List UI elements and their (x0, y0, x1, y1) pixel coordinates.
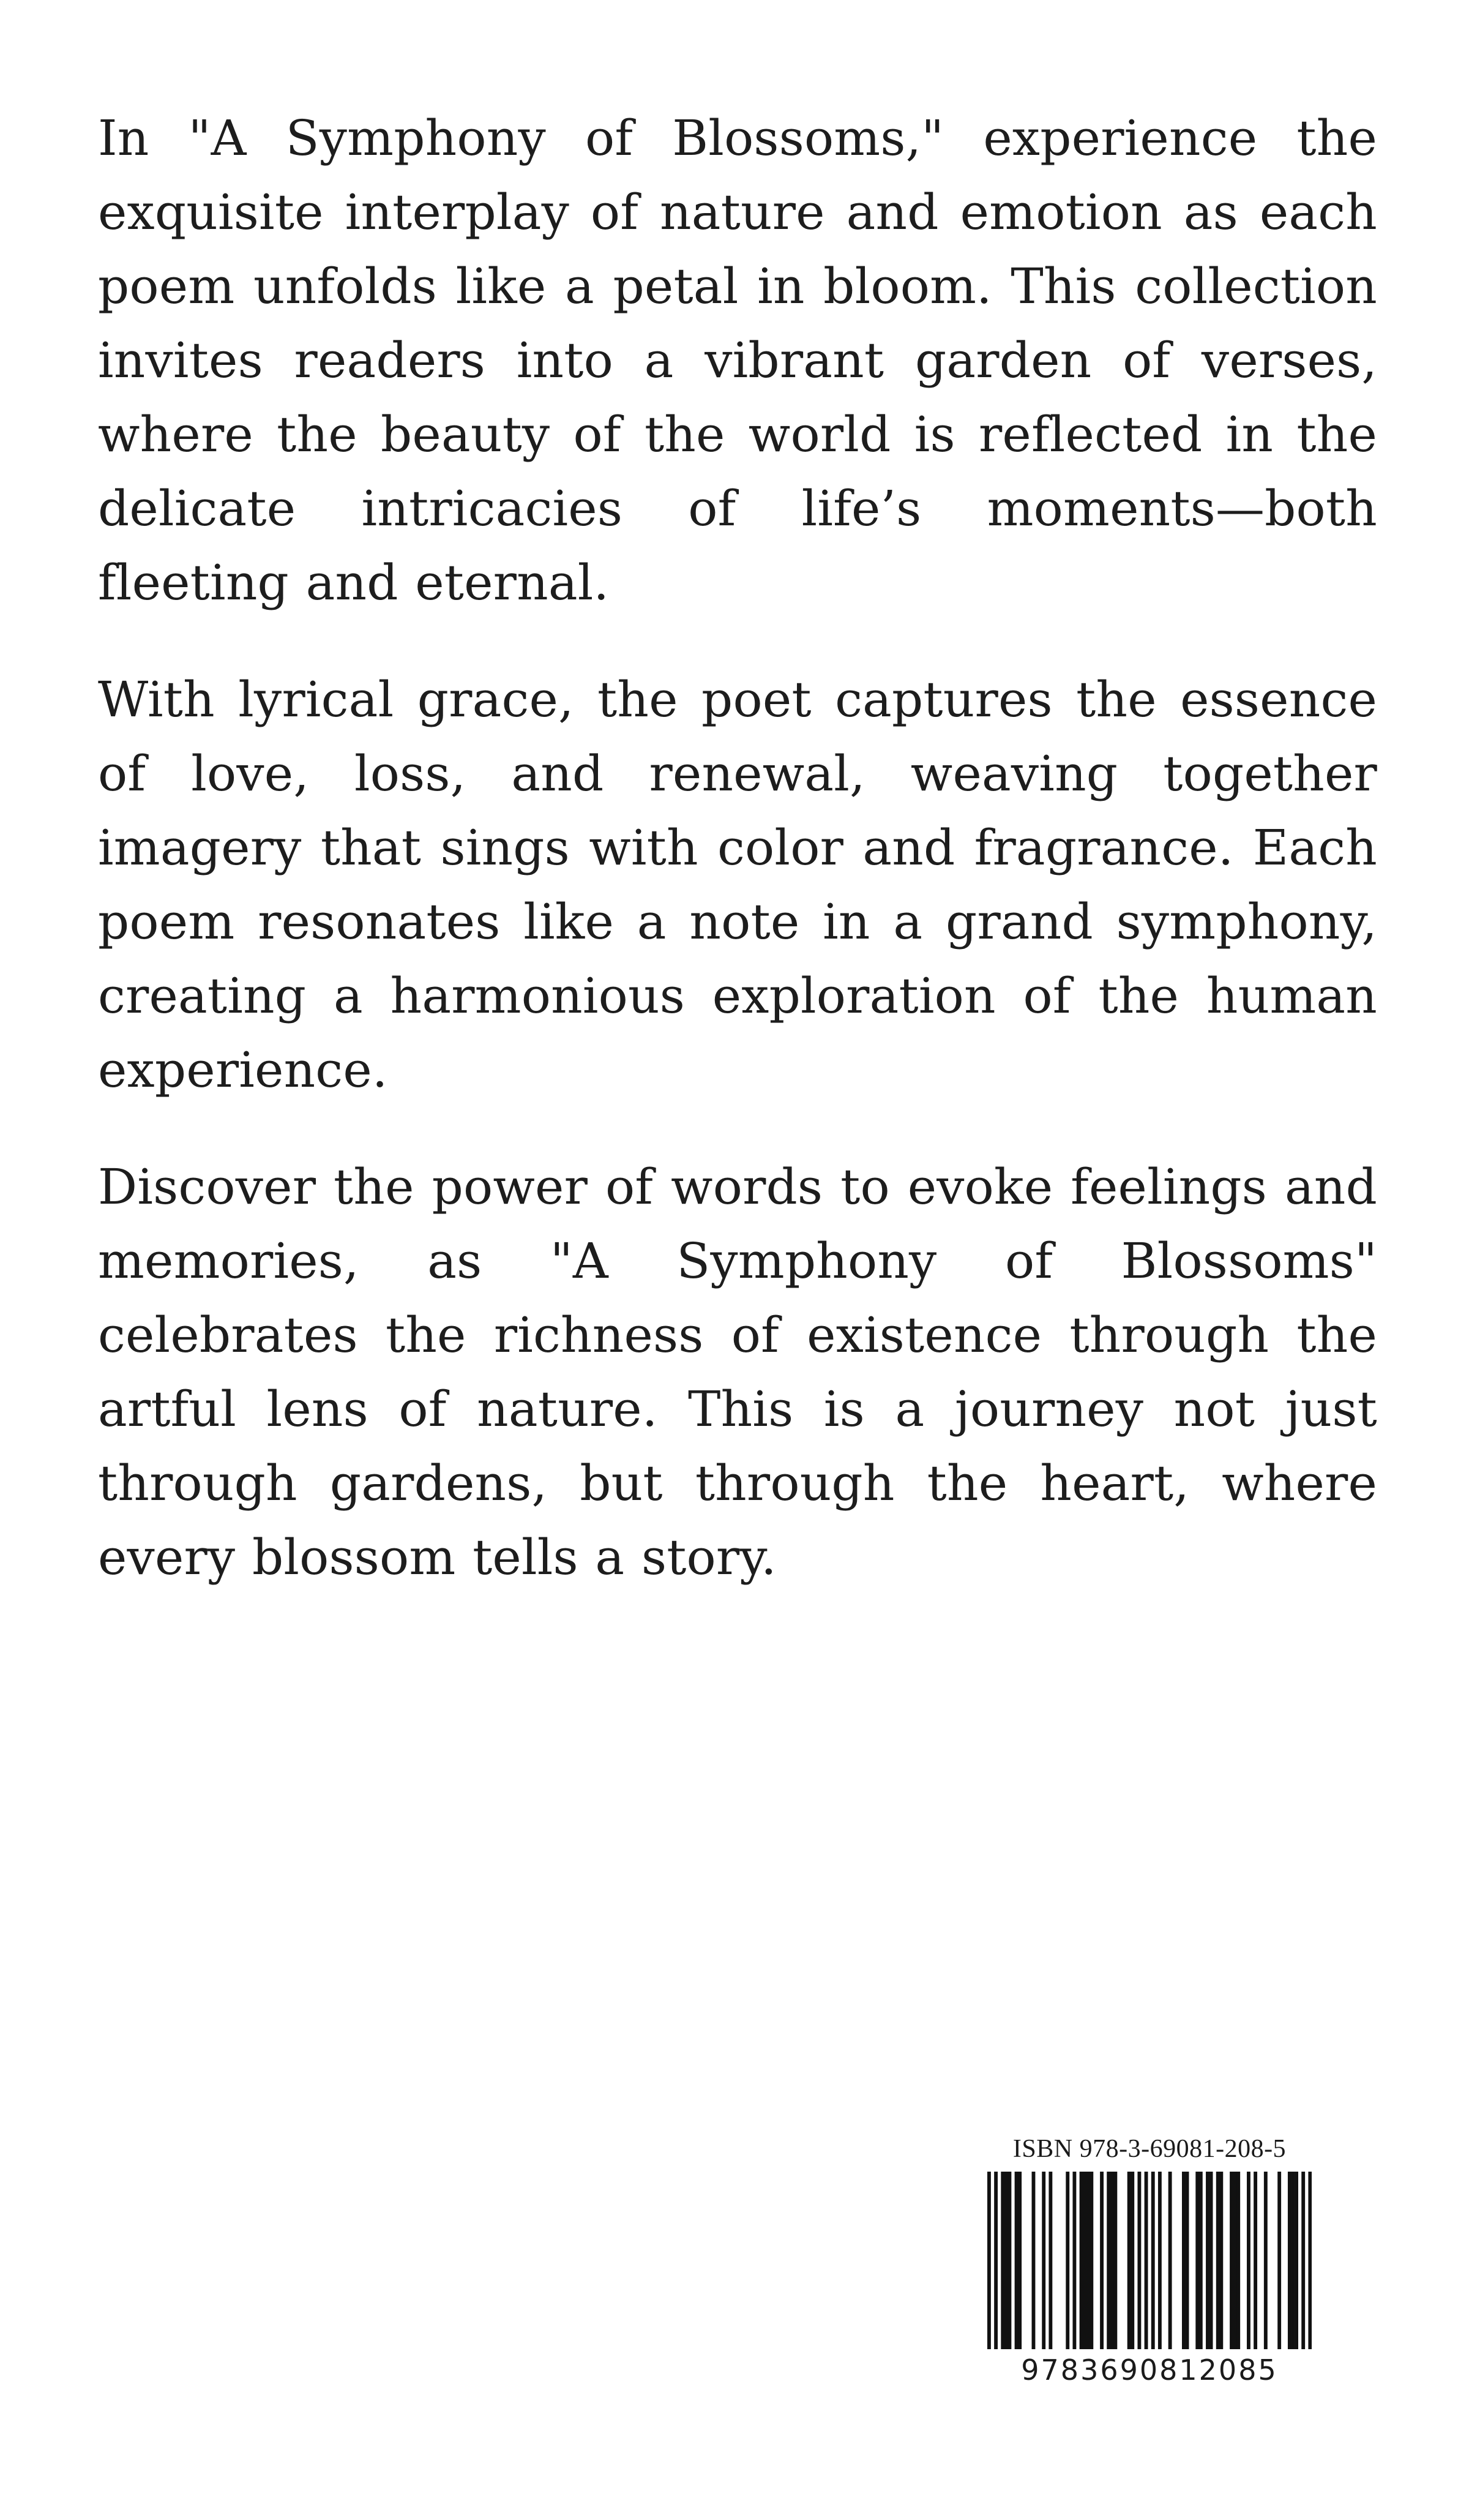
isbn-barcode-block (978, 2134, 1321, 2394)
barcode-bar (1032, 2172, 1036, 2349)
barcode-bar (1080, 2172, 1083, 2349)
barcode-bar (1301, 2172, 1305, 2349)
barcode-bar (1158, 2172, 1162, 2349)
barcode-bar (1113, 2172, 1117, 2349)
barcode-bar (1233, 2172, 1237, 2349)
barcode-bar (1291, 2172, 1295, 2349)
blurb-paragraph-1: In "A Symphony of Blossoms," experience the exquisite interplay of nature and emotion as each poem unfolds like a petal in bloom. This collection invites readers into a vibrant garden of verses, where the beauty of the world is reflected in the delicate intricacies of life’s moments—both fleeting and eternal. (98, 110, 1377, 611)
blurb-paragraph-3: Discover the power of words to evoke feelings and memories, as "A Symphony of Blossoms" celebrates the richness of existence through the artful lens of nature. This is a journey not just through gardens, but through the heart, where every blossom tells a story. (98, 1158, 1377, 1586)
barcode-bar (1083, 2172, 1086, 2349)
barcode-bar (1137, 2172, 1141, 2349)
barcode-bar (1110, 2172, 1114, 2349)
barcode-bar (1186, 2172, 1189, 2349)
barcode-bar (1182, 2172, 1186, 2349)
barcode-bar (1145, 2172, 1148, 2349)
barcode-bar (1007, 2172, 1011, 2349)
barcode-bar (1254, 2172, 1257, 2349)
barcode-bar (1264, 2172, 1268, 2349)
barcode-bar (1199, 2172, 1203, 2349)
barcode-bar (1107, 2172, 1110, 2349)
barcode-bar (1230, 2172, 1233, 2349)
blurb-paragraph-2: With lyrical grace, the poet captures the essence of love, loss, and renewal, weaving together imagery that sings with color and fragrance. Each poem resonates like a note in a grand symphony, creating a harmonious exploration of the human experience. (98, 671, 1377, 1098)
ean-digits: 9783690812085 (1021, 2353, 1278, 2387)
barcode-bar (1086, 2172, 1090, 2349)
barcode-bar (994, 2172, 998, 2349)
barcode-bar (1308, 2172, 1312, 2349)
barcode-bar (1018, 2172, 1022, 2349)
barcode-bar (1042, 2172, 1045, 2349)
barcode-bar (1216, 2172, 1220, 2349)
barcode-bar (1236, 2172, 1240, 2349)
barcode-bar (1168, 2172, 1172, 2349)
barcode-bar (1131, 2172, 1134, 2349)
barcode-bar (1015, 2172, 1019, 2349)
barcode-bar (1247, 2172, 1250, 2349)
isbn-label: ISBN 978-3-69081-208-5 (1012, 2135, 1287, 2163)
barcode-bar (1195, 2172, 1199, 2349)
barcode-bar (1100, 2172, 1104, 2349)
barcode-bar (1072, 2172, 1076, 2349)
barcode-bar (1288, 2172, 1291, 2349)
barcode-bar (1295, 2172, 1298, 2349)
barcode-bar (1209, 2172, 1213, 2349)
barcode-bar (1048, 2172, 1052, 2349)
barcode-bar (1127, 2172, 1131, 2349)
barcode-icon (987, 2172, 1312, 2349)
barcode-bar (1001, 2172, 1004, 2349)
barcode-bar (1066, 2172, 1069, 2349)
barcode-bar (1151, 2172, 1155, 2349)
barcode-bar (1277, 2172, 1281, 2349)
barcode-bar (987, 2172, 991, 2349)
barcode-bar (1004, 2172, 1008, 2349)
barcode-bar (1090, 2172, 1093, 2349)
book-blurb (98, 101, 1377, 1637)
barcode-bar (1206, 2172, 1209, 2349)
barcode-bar (1219, 2172, 1223, 2349)
